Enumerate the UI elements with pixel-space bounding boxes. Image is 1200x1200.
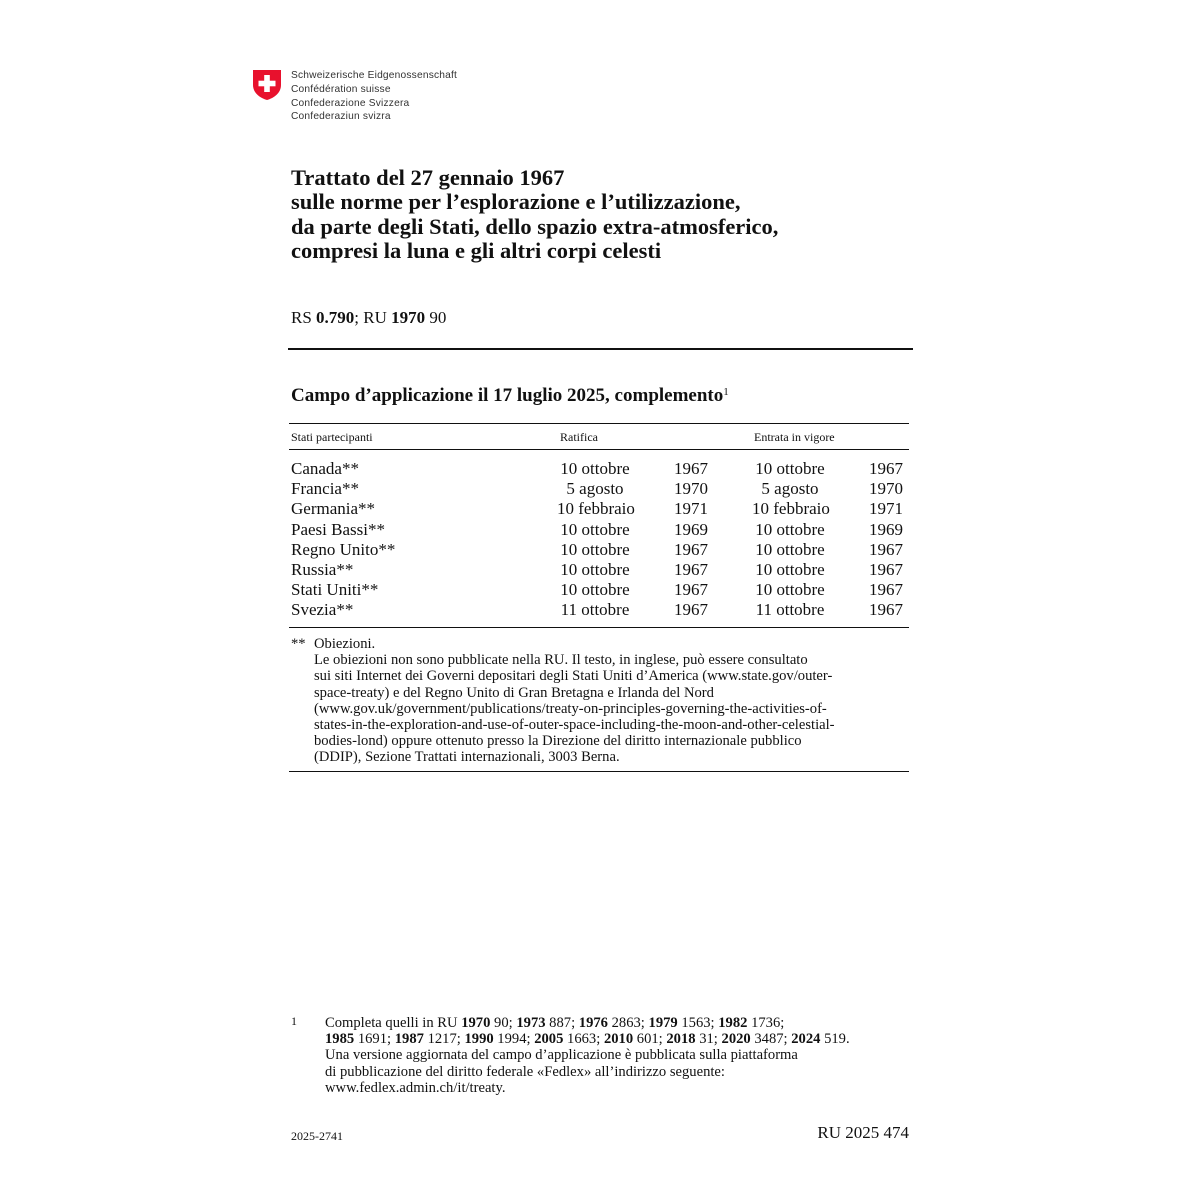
ref-year: 1976	[578, 1015, 608, 1031]
ref-page: 1663;	[563, 1031, 604, 1048]
ref-page: 1994;	[493, 1031, 535, 1048]
ref-page: 1563;	[677, 1015, 719, 1031]
ref-year: 2018	[666, 1031, 696, 1048]
title-line: Trattato del 27 gennaio 1967	[291, 165, 565, 190]
table-bottom-rule	[289, 627, 909, 628]
ref-page: 90;	[490, 1015, 517, 1031]
classification-reference	[291, 308, 446, 328]
cell-rat-year: 1970	[674, 479, 708, 499]
cell-entry-date: 11 ottobre	[755, 600, 825, 620]
cell-rat-date: 11 ottobre	[560, 600, 630, 620]
cell-entry-year: 1967	[869, 560, 903, 579]
title-line: da parte degli Stati, dello spazio extra-atmosferico,	[291, 213, 779, 239]
title-divider	[288, 348, 913, 350]
ref-year: 1979	[648, 1015, 678, 1031]
cell-entry-date: 10 ottobre	[755, 560, 825, 579]
ru-page: 90	[425, 308, 447, 327]
footnote-text-line: Una versione aggiornata del campo d’applicazione è pubblicata sulla piattaforma	[325, 1047, 798, 1064]
cell-entry-year: 1967	[869, 459, 903, 478]
footnote	[291, 1015, 911, 1096]
cell-entry-year: 1967	[869, 600, 903, 620]
ref-year: 1970	[461, 1015, 491, 1031]
cell-rat-date: 5 agosto	[566, 479, 624, 499]
cell-rat-date: 10 febbraio	[557, 499, 635, 519]
cell-state: Paesi Bassi**	[291, 519, 385, 539]
cell-state: Canada**	[291, 459, 359, 478]
confederation-name-de: Schweizerische Eidgenossenschaft	[291, 70, 458, 81]
col-header-entry: Entrata in vigore	[754, 430, 835, 444]
title-line: sulle norme per l’esplorazione e l’utilizzazione,	[291, 189, 741, 215]
ref-year: 2005	[534, 1031, 564, 1048]
ref-year: 1973	[516, 1015, 546, 1031]
table-note	[291, 636, 901, 766]
cell-rat-year: 1967	[674, 560, 708, 579]
cell-entry-year: 1970	[869, 479, 903, 499]
rs-number: 0.790	[316, 308, 355, 327]
ref-page: 31;	[695, 1031, 722, 1048]
ref-year: 2020	[721, 1031, 751, 1048]
cell-entry-year: 1971	[869, 499, 903, 519]
swiss-cross-emblem-icon	[252, 69, 282, 101]
confederation-name-rm: Confederaziun svizra	[291, 111, 391, 123]
cell-state: Regno Unito**	[291, 539, 396, 559]
ref-separator: ; RU	[354, 308, 392, 327]
ref-page: 1217;	[423, 1031, 465, 1048]
cell-entry-date: 10 febbraio	[752, 499, 830, 519]
ref-year: 1990	[464, 1031, 494, 1048]
section-heading-text: Campo d’applicazione il 17 luglio 2025, complemento	[291, 385, 724, 406]
footnote-line-1	[325, 1015, 911, 1031]
cell-state: Stati Uniti**	[291, 580, 379, 600]
table-header-rule	[289, 449, 909, 450]
note-marker: **	[291, 636, 306, 652]
cell-entry-date: 10 ottobre	[755, 580, 825, 600]
note-line: bodies-lond) oppure ottenuto presso la Direzione del diritto internazionale pubblico	[314, 733, 802, 750]
note-line: (DDIP), Sezione Trattati internazionali, 3003 Berna.	[314, 749, 620, 766]
cell-rat-date: 10 ottobre	[560, 539, 630, 559]
table-top-rule	[289, 423, 909, 424]
cell-entry-year: 1969	[869, 519, 903, 539]
note-line: sui siti Internet dei Governi depositari degli Stati Uniti d’America (www.state.gov/outer-	[314, 668, 833, 685]
cell-rat-date: 10 ottobre	[560, 560, 630, 579]
cell-rat-year: 1967	[674, 539, 708, 559]
cell-state: Francia**	[291, 479, 359, 499]
cell-rat-year: 1967	[674, 459, 708, 478]
footnote-prefix: Completa quelli in RU	[325, 1015, 462, 1031]
ref-year: 2010	[603, 1031, 634, 1048]
ref-page: 887;	[545, 1015, 579, 1031]
ref-year: 1987	[394, 1031, 424, 1048]
ref-page: 2863;	[607, 1015, 649, 1031]
cell-entry-date: 10 ottobre	[755, 459, 825, 478]
ref-page: 1691;	[354, 1031, 395, 1048]
footnote-line-2	[325, 1031, 911, 1047]
col-header-ratification: Ratifica	[560, 430, 598, 444]
cell-rat-date: 10 ottobre	[560, 580, 630, 600]
cell-rat-year: 1967	[674, 600, 708, 620]
col-header-states: Stati partecipanti	[291, 430, 373, 444]
note-line: Le obiezioni non sono pubblicate nella RU. Il testo, in inglese, può essere consultato	[314, 652, 808, 669]
confederation-names	[291, 69, 457, 124]
cell-rat-year: 1971	[674, 499, 708, 519]
cell-state: Russia**	[291, 560, 354, 579]
confederation-name-it: Confederazione Svizzera	[291, 97, 410, 109]
ref-page: 1736;	[747, 1015, 785, 1031]
note-line: (www.gov.uk/government/publications/treaty-on-principles-governing-the-activities-of-	[314, 700, 827, 717]
cell-entry-date: 5 agosto	[761, 479, 819, 499]
section-heading	[291, 385, 729, 407]
note-line: space-treaty) e del Regno Unito di Gran Bretagna e Irlanda del Nord	[314, 684, 714, 701]
footnote-text-line: www.fedlex.admin.ch/it/treaty.	[325, 1079, 506, 1096]
footnote-number: 1	[291, 1014, 297, 1028]
footnote-marker: 1	[723, 386, 729, 398]
ref-year: 2024	[791, 1031, 821, 1048]
document-title	[291, 166, 931, 264]
cell-rat-date: 10 ottobre	[560, 519, 630, 539]
ref-year: 1982	[718, 1015, 748, 1031]
ref-year: 1985	[325, 1031, 355, 1048]
title-line: compresi la luna e gli altri corpi celesti	[291, 238, 662, 264]
ru-reference: RU 2025 474	[817, 1123, 909, 1142]
rs-prefix: RS	[291, 308, 317, 327]
ref-page: 3487;	[750, 1031, 792, 1048]
cell-entry-year: 1967	[869, 539, 903, 559]
cell-state: Svezia**	[291, 600, 354, 620]
confederation-name-fr: Confédération suisse	[291, 83, 391, 95]
ref-page: 519.	[820, 1031, 850, 1048]
note-bottom-rule	[289, 771, 909, 772]
footnote-text-line: di pubblicazione del diritto federale «Fedlex» all’indirizzo seguente:	[325, 1063, 725, 1080]
cell-rat-date: 10 ottobre	[560, 459, 630, 478]
ref-page: 601;	[633, 1031, 667, 1048]
cell-state: Germania**	[291, 499, 376, 519]
document-number: 2025-2741	[291, 1129, 343, 1143]
cell-entry-year: 1967	[869, 580, 903, 600]
cell-rat-year: 1969	[674, 519, 708, 539]
cell-entry-date: 10 ottobre	[755, 539, 825, 559]
note-line: states-in-the-exploration-and-use-of-outer-space-including-the-moon-and-other-celestial-	[314, 717, 835, 734]
note-line: Obiezioni.	[314, 636, 376, 652]
cell-entry-date: 10 ottobre	[755, 519, 825, 539]
cell-rat-year: 1967	[674, 580, 708, 600]
ru-year: 1970	[391, 308, 426, 327]
